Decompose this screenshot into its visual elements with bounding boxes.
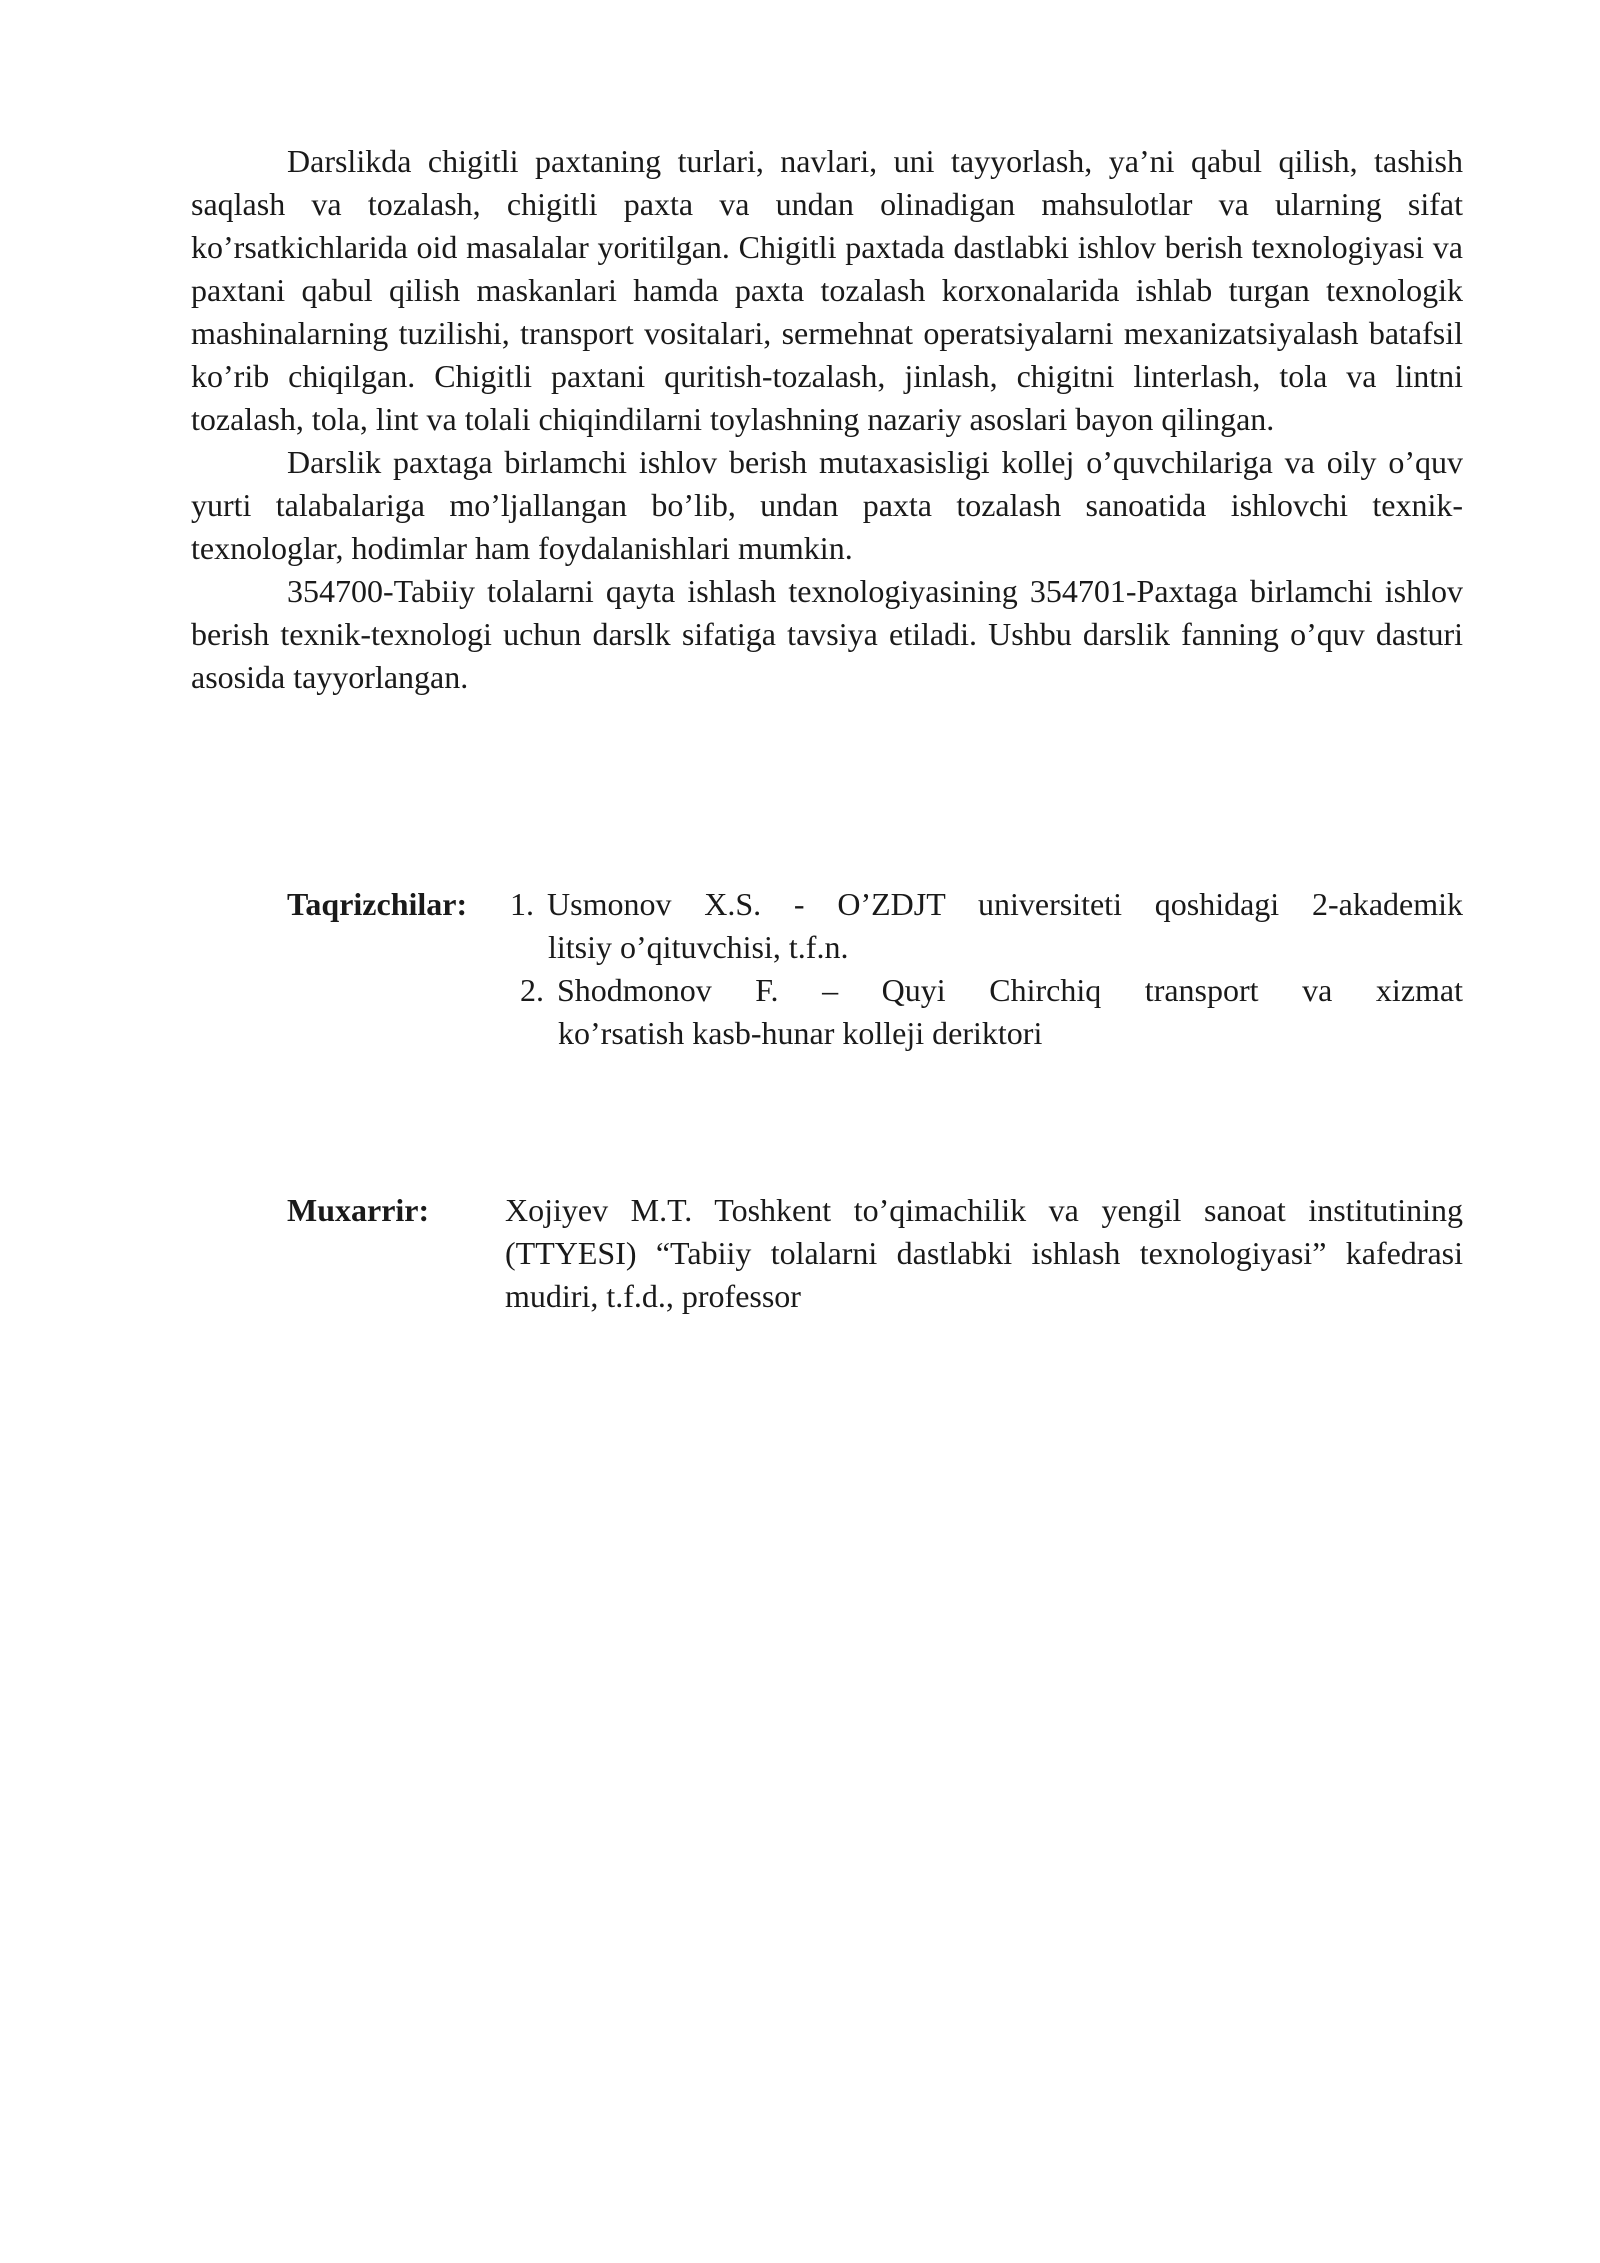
abstract-paragraph: 354700-Tabiiy tolalarni qayta ishlash texnologiyasining 354701-Paxtaga birlamchi ishlov berish texnik-texnologi uchun darslk sifatiga tavsiya etiladi. Ushbu darslik fanning o’quv dasturi asosida tayyorlangan. bbox=[191, 573, 1463, 695]
reviewer-name-text: Shodmonov F. – Quyi Chirchiq transport va xizmat bbox=[557, 972, 1463, 1008]
abstract-section bbox=[191, 140, 1463, 699]
reviewer-continuation: litsiy o’qituvchisi, t.f.n. bbox=[548, 929, 849, 965]
editor-text: Xojiyev M.T. Toshkent to’qimachilik va yengil sanoat institutining (TTYESI) “Tabiiy tolalarni dastlabki ishlash texnologiyasi” kafedrasi mudiri, t.f.d., professor bbox=[505, 1192, 1463, 1314]
reviewer-name-text: Usmonov X.S. - O’ZDJT universiteti qoshidagi 2-akademik bbox=[547, 886, 1463, 922]
reviewer-line bbox=[510, 883, 1463, 926]
abstract-paragraph: Darslik paxtaga birlamchi ishlov berish mutaxasisligi kollej o’quvchilariga va oily o’quv yurti talabalariga mo’ljallangan bo’lib, undan paxta tozalash sanoatida ishlovchi texnik-texnologlar, hodimlar ham foydalanishlari mumkin. bbox=[191, 444, 1463, 566]
reviewers-label: Taqrizchilar: bbox=[287, 886, 468, 922]
reviewer-number: 2. bbox=[520, 972, 544, 1008]
editor-section bbox=[287, 1189, 1463, 1318]
reviewer-item bbox=[520, 969, 1463, 1055]
editor-label: Muxarrir: bbox=[287, 1192, 430, 1228]
reviewers-section bbox=[287, 883, 1463, 1055]
reviewer-continuation: ko’rsatish kasb-hunar kolleji deriktori bbox=[558, 1015, 1043, 1051]
reviewer-item bbox=[510, 883, 1463, 969]
reviewer-line bbox=[520, 969, 1463, 1012]
abstract-paragraph: Darslikda chigitli paxtaning turlari, navlari, uni tayyorlash, ya’ni qabul qilish, tashish saqlash va tozalash, chigitli paxta va undan olinadigan mahsulotlar va ularning sifat ko’rsatkichlarida oid masalalar yoritilgan. Chigitli paxtada dastlabki ishlov berish texnologiyasi va paxtani qabul qilish maskanlari hamda paxta tozalash korxonalarida ishlab turgan texnologik mashinalarning tuzilishi, transport vositalari, sermehnat operatsiyalarni mexanizatsiyalash batafsil ko’rib chiqilgan. Chigitli paxtani quritish-tozalash, jinlash, chigitni linterlash, tola va lintni tozalash, tola, lint va tolali chiqindilarni toylashning nazariy asoslari bayon qilingan. bbox=[191, 143, 1463, 437]
reviewer-number: 1. bbox=[510, 886, 534, 922]
